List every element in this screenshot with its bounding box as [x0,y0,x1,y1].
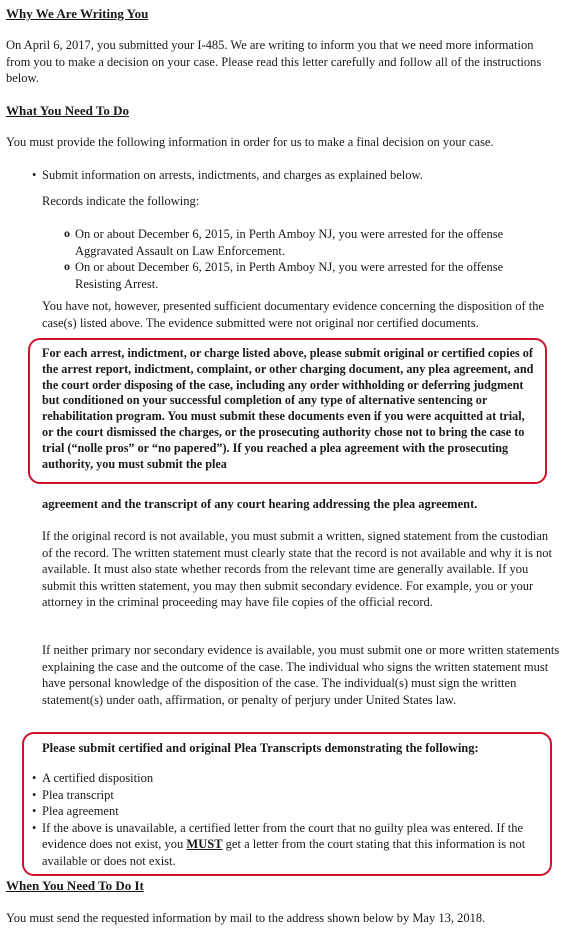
plea-list [32,770,540,869]
bullet-submit-info: • Submit information on arrests, indictments, and charges as explained below. [32,167,552,184]
boxed-continuation: agreement and the transcript of any court hearing addressing the plea agreement. [42,497,478,511]
records-list [64,226,544,292]
not-presented-paragraph: You have not, however, presented sufficient documentary evidence concerning the disposition of the case(s) listed above. The evidence submitted were not original nor certified documents. [42,299,545,330]
submit-bullet-list [32,167,552,184]
plea-item: • A certified disposition [32,770,540,787]
plea-heading: Please submit certified and original Plea Transcripts demonstrating the following: [42,741,479,755]
plea-item-unavailable [32,820,540,870]
original-unavailable-paragraph: If the original record is not available, you must submit a written, signed statement from the custodian of the record. The written statement must clearly state that the record is not available and why it is not available. It must also state whether records from the relevant time are generally available. If you submit this written statement, you may then submit secondary evidence. For example, you or your attorney in the criminal proceeding may have file copies of the official record. [42,529,553,609]
must-emphasis: MUST [186,837,223,851]
plea-item: • Plea agreement [32,803,540,820]
record-item: o On or about December 6, 2015, in Perth Amboy NJ, you were arrested for the offense Resisting Arrest. [64,259,544,292]
neither-available-paragraph: If neither primary nor secondary evidence is available, you must submit one or more written statements explaining the case and the outcome of the case. The individual who signs the written statement must have personal knowledge of the disposition of the case. The individual(s) must sign the written statement(s) under oath, affirmation, or penalty of perjury under United States law. [42,643,560,707]
why-heading: Why We Are Writing You [6,6,149,21]
what-paragraph: You must provide the following information in order for us to make a final decision on your case. [6,135,494,149]
records-indicate: Records indicate the following: [42,194,200,208]
why-paragraph: On April 6, 2017, you submitted your I-485. We are writing to inform you that we need more information from you to make a decision on your case. Please read this letter carefully and follow all of the instructions below. [6,38,542,85]
plea-last-text-before: If the above is unavailable, a certified letter from the court that no guilty plea was entered. If the evidence does not exist, you [42,820,524,851]
plea-last-text-after: get a letter from the court stating that this information is not available or does not exist. [42,837,526,868]
boxed-instruction: For each arrest, indictment, or charge listed above, please submit original or certified copies of the arrest report, indictment, complaint, or other charging document, any plea agreement, and the court order disposing of the case, including any order withholding or deferring judgment but conditioned on your successful completion of any type of alternative sentencing or rehabilitation program. You must submit these documents even if you were acquitted at trial, or the court dismissed the charges, or the prosecuting authority chose not to bring the case to trial (“nolle pros” or “no papered”). If you reached a plea agreement with the prosecuting authority, you must submit the plea [42,346,534,471]
plea-item: • Plea transcript [32,787,540,804]
record-item: o On or about December 6, 2015, in Perth Amboy NJ, you were arrested for the offense Aggravated Assault on Law Enforcement. [64,226,544,259]
when-heading: When You Need To Do It [6,878,144,893]
what-heading: What You Need To Do [6,103,130,118]
when-paragraph: You must send the requested information by mail to the address shown below by May 13, 2018. [6,911,486,925]
